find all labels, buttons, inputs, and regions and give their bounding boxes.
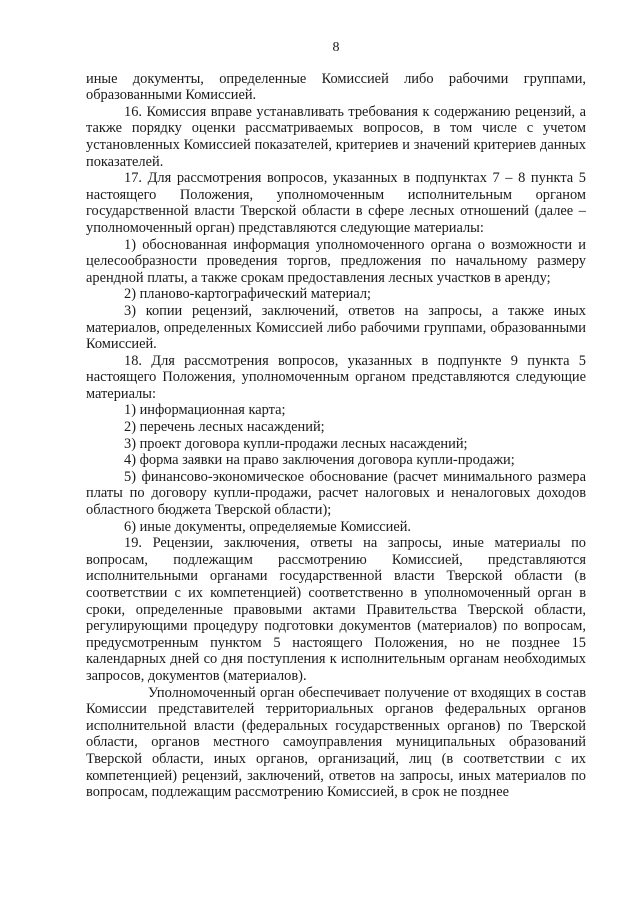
paragraph: 2) планово-картографический материал; <box>124 286 372 303</box>
paragraph: 3) проект договора купли-продажи лесных насаждений; <box>124 435 468 452</box>
document-page <box>86 40 586 801</box>
paragraph: 4) форма заявки на право заключения договора купли-продажи; <box>124 452 515 469</box>
paragraph: 19. Рецензии, заключения, ответы на запросы, иные материалы по вопросам, подлежащим рассмотрению Комиссией, представляются исполнительными органами государственной власти Тверской области (в соответствии с их компетенцией) соответственно в уполномоченный орган в сроки, определенные правовыми актами Правительства Тверской области, регулирующими процедуру подготовки документов (материалов) по вопросам, предусмотренным пунктом 5 настоящего Положения, но не позднее 15 календарных дней со дня поступления к исполнительным органам необходимых запросов, документов (материалов). <box>86 535 586 684</box>
paragraph: 5) финансово-экономическое обоснование (расчет минимального размера платы по договору купли-продажи, расчет налоговых и неналоговых доходов областного бюджета Тверской области); <box>86 468 586 519</box>
paragraph: 6) иные документы, определяемые Комиссией. <box>124 518 412 535</box>
paragraph: 2) перечень лесных насаждений; <box>124 419 325 436</box>
document-body <box>86 71 586 801</box>
paragraph: иные документы, определенные Комиссией либо рабочими группами, образованными Комиссией. <box>86 70 586 104</box>
paragraph: 18. Для рассмотрения вопросов, указанных в подпункте 9 пункта 5 настоящего Положения, уполномоченным органом представляются следующие материалы: <box>86 352 586 402</box>
paragraph: 3) копии рецензий, заключений, ответов на запросы, а также иных материалов, определенных Комиссией либо рабочими группами, образованными Комиссией. <box>86 302 586 353</box>
page-number: 8 <box>332 40 340 55</box>
paragraph: 17. Для рассмотрения вопросов, указанных в подпунктах 7 – 8 пункта 5 настоящего Положения, уполномоченным исполнительным органом государственной власти Тверской области в сфере лесных отношений (далее – уполномоченный орган) представляются следующие материалы: <box>86 170 586 236</box>
paragraph: 16. Комиссия вправе устанавливать требования к содержанию рецензий, а также порядку оценки рассматриваемых вопросов, в том числе с учетом установленных Комиссией показателей, критериев и значений критериев данных показателей. <box>86 103 586 170</box>
paragraph: 1) обоснованная информация уполномоченного органа о возможности и целесообразности проведения торгов, предложения по начальному размеру арендной платы, а также срокам предоставления лесных участков в аренду; <box>86 236 586 286</box>
paragraph: 1) информационная карта; <box>124 402 286 419</box>
paragraph: Уполномоченный орган обеспечивает получение от входящих в состав Комиссии представителей территориальных органов федеральных органов исполнительной власти (федеральных государственных органов) по Тверской области, органов местного самоуправления муниципальных образований Тверской области, иных органов, организаций, лиц (в соответствии с их компетенцией) рецензий, заключений, ответов на запросы, иных материалов по вопросам, подлежащим рассмотрению Комиссией, в срок не позднее <box>86 684 586 801</box>
